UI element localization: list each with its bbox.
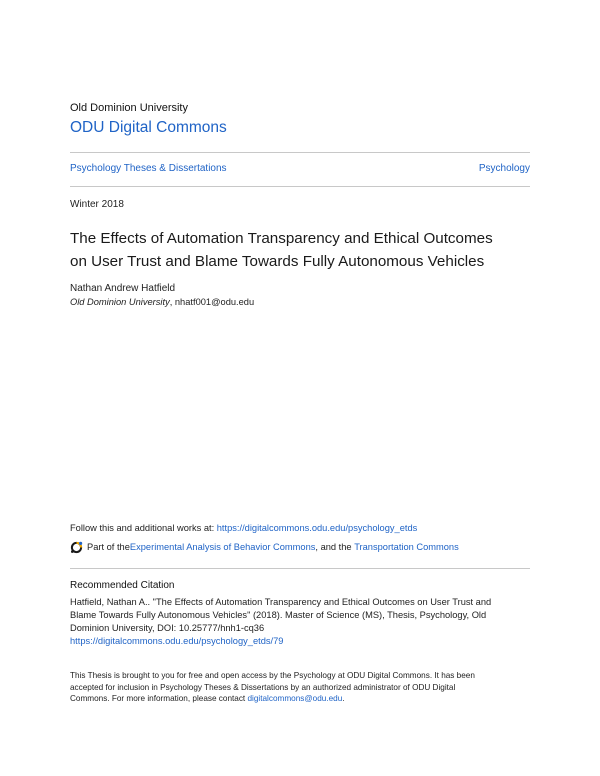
citation-heading: Recommended Citation <box>70 580 175 591</box>
citation-block <box>70 596 540 648</box>
commons-network-icon <box>70 541 83 554</box>
citation-line-2: Blame Towards Fully Autonomous Vehicles" (2018). Master of Science (MS), Thesis, Psychology, Old <box>70 610 487 620</box>
follow-link[interactable]: https://digitalcommons.odu.edu/psychology_etds <box>216 523 418 533</box>
access-notice <box>70 670 540 705</box>
experimental-analysis-commons-link[interactable]: Experimental Analysis of Behavior Commons <box>129 542 316 552</box>
follow-text: Follow this and additional works at: <box>70 523 217 533</box>
institution-name: Old Dominion University <box>70 102 188 114</box>
title-line-2: on User Trust and Blame Towards Fully Autonomous Vehicles <box>70 252 485 270</box>
notice-line-2: accepted for inclusion in Psychology Theses & Dissertations by an authorized administrator of ODU Digital <box>70 682 456 692</box>
follow-line <box>70 522 417 535</box>
part-of-middle: , and the <box>315 542 355 552</box>
document-title <box>70 228 540 273</box>
author-name: Nathan Andrew Hatfield <box>70 283 176 294</box>
publication-date: Winter 2018 <box>70 199 124 210</box>
notice-line-3-prefix: Commons. For more information, please contact <box>70 694 248 703</box>
repository-link[interactable]: ODU Digital Commons <box>70 119 227 136</box>
citation-line-3: Dominion University, DOI: 10.25777/hnh1-cq36 <box>70 623 265 633</box>
breadcrumb-divider <box>70 186 530 187</box>
title-line-1: The Effects of Automation Transparency and Ethical Outcomes <box>70 230 493 247</box>
transportation-commons-link[interactable]: Transportation Commons <box>354 542 459 552</box>
collection-link[interactable]: Psychology Theses & Dissertations <box>70 163 227 174</box>
notice-line-3-suffix: . <box>342 694 345 703</box>
part-of-prefix: Part of the <box>87 542 130 552</box>
citation-divider <box>70 568 530 569</box>
header-divider <box>70 152 530 153</box>
citation-link[interactable]: https://digitalcommons.odu.edu/psychology_etds/79 <box>70 636 284 646</box>
notice-line-3 <box>70 693 540 705</box>
author-email: nhatf001@odu.edu <box>174 297 255 307</box>
discipline-link[interactable]: Psychology <box>478 163 530 174</box>
citation-line-1: Hatfield, Nathan A.. "The Effects of Automation Transparency and Ethical Outcomes on User Trust and <box>70 597 492 607</box>
affiliation-text: Old Dominion University <box>70 297 170 307</box>
author-affiliation <box>70 297 254 307</box>
notice-line-1: This Thesis is brought to you for free and open access by the Psychology at ODU Digital Commons. It has been <box>70 671 475 680</box>
part-of-line <box>70 541 459 554</box>
affiliation-separator: , <box>169 297 175 307</box>
contact-email-link[interactable]: digitalcommons@odu.edu <box>247 694 343 703</box>
